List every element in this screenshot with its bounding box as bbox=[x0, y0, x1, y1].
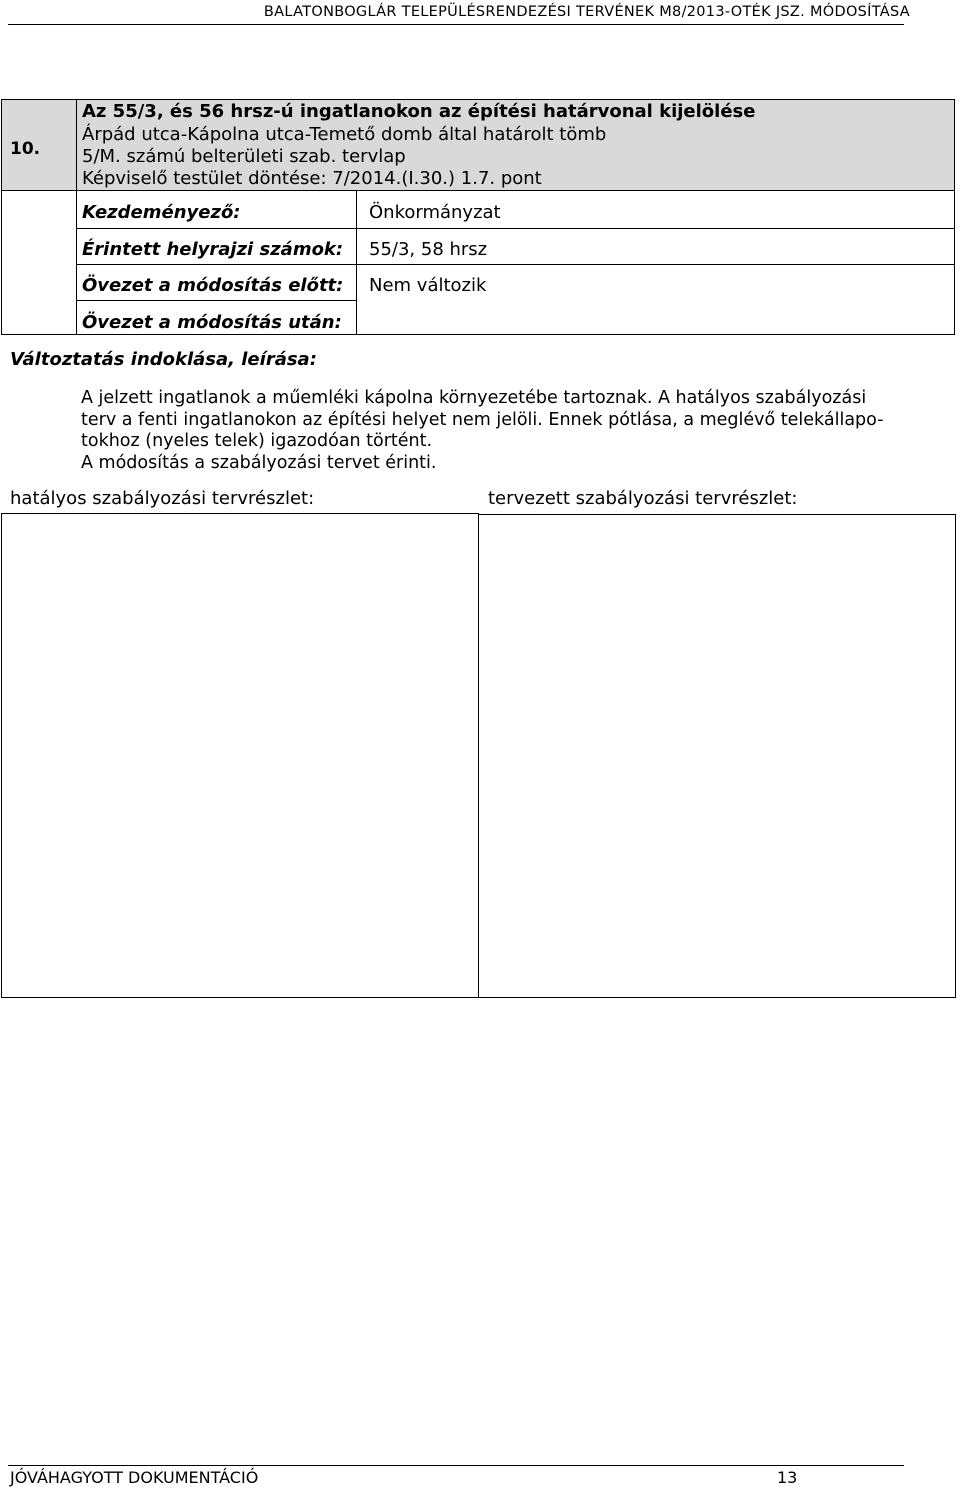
field-label-zone-after: Övezet a módosítás után: bbox=[82, 312, 342, 333]
item-subtitle-line: Árpád utca-Kápolna utca-Temető domb által határolt tömb bbox=[82, 124, 607, 145]
field-label-divider bbox=[76, 191, 77, 335]
row-divider bbox=[76, 264, 955, 265]
item-number: 10. bbox=[10, 139, 41, 159]
footer-rule bbox=[8, 1465, 904, 1466]
justification-label: Változtatás indoklása, leírása: bbox=[10, 349, 317, 370]
item-subtitle-line: Képviselő testület döntése: 7/2014.(I.30.) 1.7. pont bbox=[82, 168, 542, 189]
field-value-divider bbox=[356, 191, 357, 335]
row-divider bbox=[76, 300, 357, 301]
running-header: BALATONBOGLÁR TELEPÜLÉSRENDEZÉSI TERVÉNEK M8/2013-OTÉK JSZ. MÓDOSÍTÁSA bbox=[263, 4, 910, 20]
field-value-initiator: Önkormányzat bbox=[369, 202, 501, 223]
item-title: Az 55/3, és 56 hrsz-ú ingatlanokon az építési határvonal kijelölése bbox=[82, 101, 756, 122]
justification-line: tokhoz (nyeles telek) igazodóan történt. bbox=[81, 431, 433, 451]
justification-line: A módosítás a szabályozási tervet érinti. bbox=[81, 452, 437, 473]
current-plan-frame bbox=[1, 513, 479, 998]
footer-document-status: JÓVÁHAGYOTT DOKUMENTÁCIÓ bbox=[10, 1468, 259, 1487]
field-value-zone-before: Nem változik bbox=[369, 275, 487, 296]
field-label-zone-before: Övezet a módosítás előtt: bbox=[82, 275, 344, 296]
justification-line: terv a fenti ingatlanokon az építési helyet nem jelöli. Ennek pótlása, a meglévő telekállapo- bbox=[81, 409, 884, 430]
field-value-parcels: 55/3, 58 hrsz bbox=[369, 239, 488, 260]
item-number-divider bbox=[76, 100, 77, 191]
justification-line: A jelzett ingatlanok a műemléki kápolna környezetébe tartoznak. A hatályos szabályozási bbox=[81, 388, 867, 408]
row-divider bbox=[76, 228, 955, 229]
page-number: 13 bbox=[777, 1468, 798, 1487]
item-subtitle-line: 5/M. számú belterületi szab. tervlap bbox=[82, 146, 406, 167]
justification-text bbox=[81, 388, 951, 474]
field-label-parcels: Érintett helyrajzi számok: bbox=[82, 239, 344, 260]
planned-plan-label: tervezett szabályozási tervrészlet: bbox=[488, 488, 798, 509]
current-plan-label: hatályos szabályozási tervrészlet: bbox=[10, 488, 315, 509]
field-label-initiator: Kezdeményező: bbox=[82, 202, 241, 223]
planned-plan-frame bbox=[478, 514, 956, 998]
header-rule bbox=[8, 24, 904, 25]
